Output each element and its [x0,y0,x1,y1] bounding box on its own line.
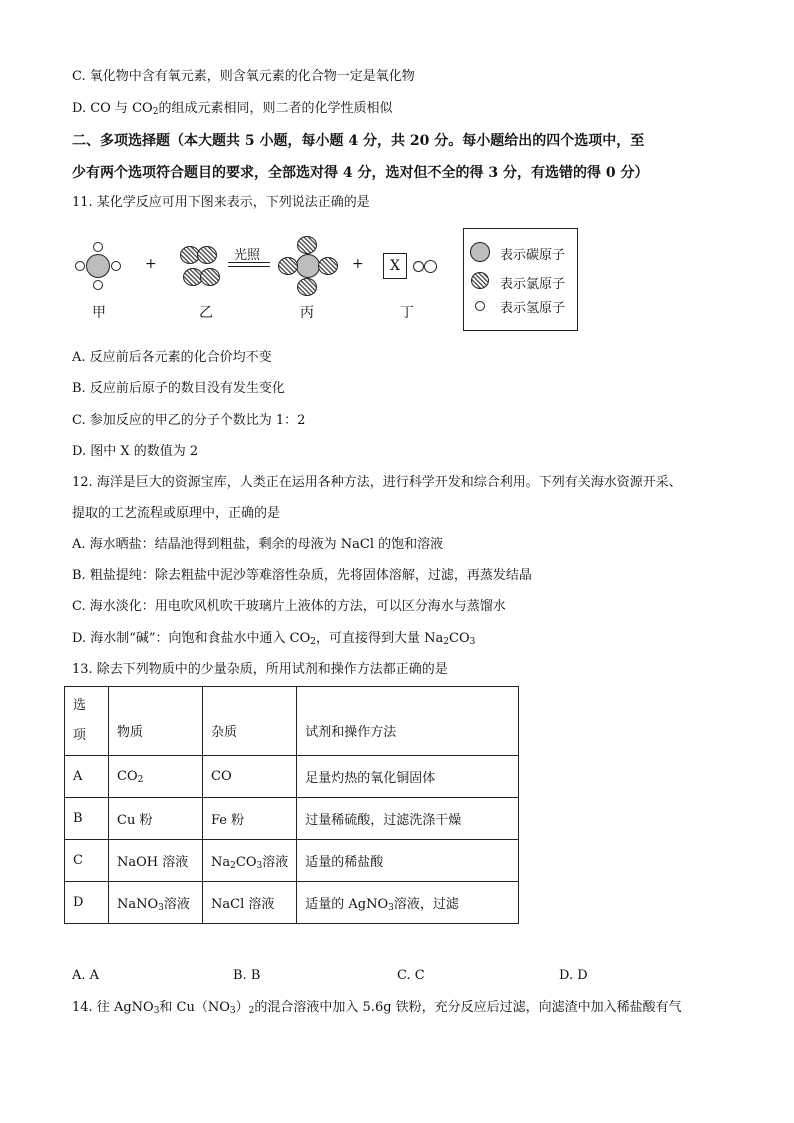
q11-option-d: D. 图中 X 的数值为 2 [72,444,199,459]
q12-option-c: C. 海水淡化：用电吹风机吹干玻璃片上液体的方法，可以区分海水与蒸馏水 [72,599,506,614]
q11-option-c: C. 参加反应的甲乙的分子个数比为 1：2 [72,413,306,428]
plus-sign: + [352,256,364,272]
table-row [65,840,519,882]
cell-option: B [65,798,109,840]
cell-impurity: NaCl 溶液 [203,882,297,924]
q12-option-d: D. 海水制“碱”：向饱和食盐水中通入 $CO_2$，可直接得到大量 $Na_2CO_3$ [72,631,476,647]
plus-sign: + [145,256,157,272]
header-option: 选 项 [65,687,109,756]
header-impurity: 杂质 [203,687,297,756]
cell-method: 足量灼热的氧化铜固体 [297,756,519,798]
legend-carbon: 表示碳原子 [500,248,566,263]
table-row [65,882,519,924]
legend-hydrogen: 表示氢原子 [500,301,566,316]
q13-stem: 13. 除去下列物质中的少量杂质，所用试剂和操作方法都正确的是 [72,662,448,677]
cell-impurity: Fe 粉 [203,798,297,840]
cell-impurity: $Na_2CO_3$溶液 [203,840,297,882]
header-substance: 物质 [109,687,203,756]
cell-method: 适量的稀盐酸 [297,840,519,882]
q14-stem: 14. 往 AgNO$_3$和 $Cu(NO_3)_2$的混合溶液中加入 5.6g 铁粉，充分反应后过滤，向滤渣中加入稀盐酸有气 [72,1000,682,1016]
cell-method: 过量稀硫酸，过滤洗涤干燥 [297,798,519,840]
cell-option: D [65,882,109,924]
q13-answer-b: B. B [233,968,261,983]
q12-option-b: B. 粗盐提纯：除去粗盐中泥沙等难溶性杂质，先将固体溶解，过滤，再蒸发结晶 [72,568,532,583]
hydrogen-atom-icon [475,301,485,311]
hydrogen-atom [413,261,424,272]
carbon-atom-icon [470,242,490,262]
q11-stem: 11. 某化学反应可用下图来表示，下列说法正确的是 [72,195,370,210]
q12-stem-line1: 12. 海洋是巨大的资源宝库，人类正在运用各种方法，进行科学开发和综合利用。下列有关海水资源开采、 [72,475,682,490]
table-header-row [65,687,519,756]
cell-substance: NaNO$_3$溶液 [109,882,203,924]
chlorine-atom-icon [471,272,489,289]
cell-method: 适量的 AgNO$_3$溶液，过滤 [297,882,519,924]
q11-option-a: A. 反应前后各元素的化合价均不变 [72,350,272,365]
q13-answer-c: C. C [397,968,425,983]
legend-chlorine: 表示氯原子 [500,277,566,292]
cell-substance: Cu 粉 [109,798,203,840]
q12-option-a: A. 海水晒盐：结晶池得到粗盐，剩余的母液为 NaCl 的饱和溶液 [72,537,444,552]
cell-impurity: CO [203,756,297,798]
q11-option-b: B. 反应前后原子的数目没有发生变化 [72,381,285,396]
reaction-arrow-top [228,262,270,263]
cell-option: A [65,756,109,798]
q13-answer-d: D. D [559,968,588,983]
molecule-jia [72,240,124,292]
section-2-heading-line2: 少有两个选项符合题目的要求，全部选对得 4 分，选对但不全的得 3 分，有选错的得 0 分） [72,165,649,181]
table-row [65,756,519,798]
cell-substance: NaOH 溶液 [109,840,203,882]
options-table [64,686,519,924]
section-2-heading-line1: 二、多项选择题（本大题共 5 小题，每小题 4 分，共 20 分。每小题给出的四个选项中，至 [72,133,645,149]
q13-answer-a: A. A [72,968,100,983]
label-bing: 丙 [300,305,314,321]
table-row [65,798,519,840]
molecule-yi [180,246,226,290]
reaction-condition: 光照 [234,248,261,263]
cell-substance: $CO_2$ [109,756,203,798]
q12-stem-line2: 提取的工艺流程或原理中，正确的是 [72,506,281,521]
label-yi: 乙 [199,305,213,321]
molecule-bing [276,236,340,296]
header-method: 试剂和操作方法 [297,687,519,756]
x-coefficient-box: X [383,253,407,279]
label-ding: 丁 [400,305,414,321]
diagram-legend [463,228,578,331]
label-jia: 甲 [92,305,106,321]
cell-option: C [65,840,109,882]
chlorine-atom-plain [424,260,437,273]
q10-option-c: C. 氧化物中含有氧元素，则含氧元素的化合物一定是氧化物 [72,69,415,84]
q10-option-d: D. CO 与 $CO_2$的组成元素相同，则二者的化学性质相似 [72,101,393,117]
reaction-arrow-bottom [228,266,270,267]
